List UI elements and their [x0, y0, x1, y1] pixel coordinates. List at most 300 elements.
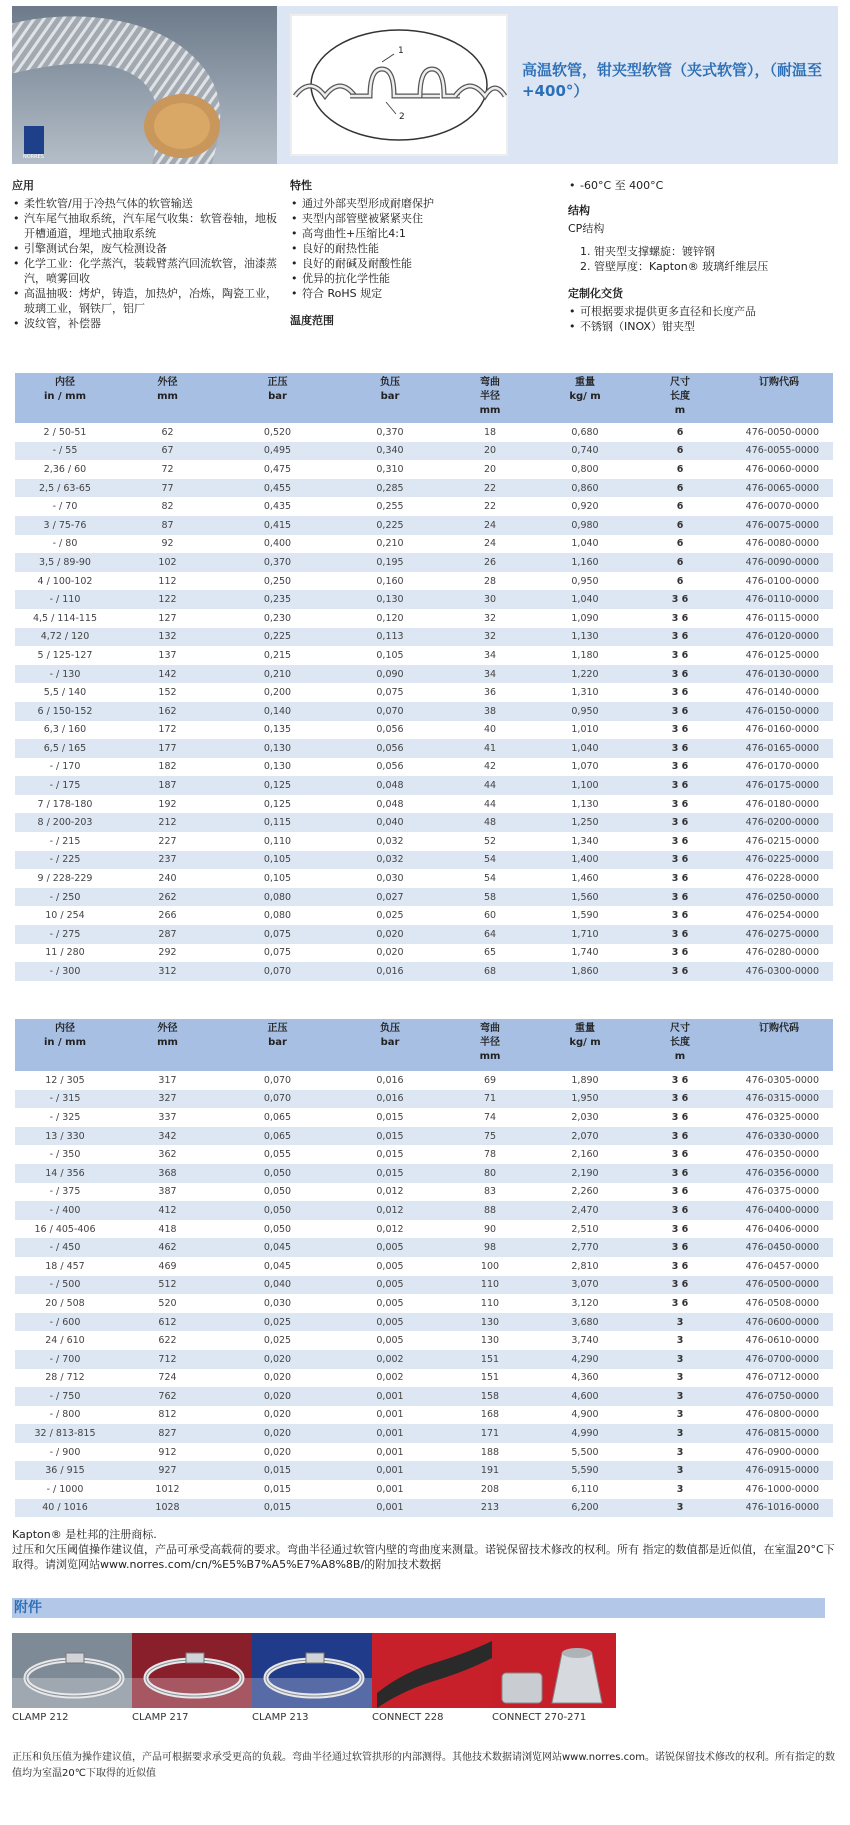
table-cell: 6,3 / 160: [43, 724, 87, 736]
table-cell: 1,090: [571, 612, 599, 624]
table-cell: 476-0350-0000: [745, 1149, 819, 1161]
table-row: [15, 795, 833, 814]
column-header-line: 长度: [670, 391, 690, 402]
table-cell: 476-0915-0000: [725, 1461, 833, 1480]
custom-list: [568, 304, 838, 334]
table-cell: 40: [483, 724, 497, 736]
table-row: [15, 516, 833, 535]
table-cell: 0,020: [376, 947, 404, 959]
table-cell: 40 / 1016: [15, 1499, 115, 1518]
table-cell: 0,075: [263, 947, 292, 959]
table-cell: 24: [483, 538, 497, 550]
table-cell: 3 6: [671, 687, 689, 699]
table-cell: 7 / 178-180: [37, 798, 93, 810]
table-cell: 0,065: [220, 1127, 335, 1146]
table-cell: 151: [445, 1350, 535, 1369]
accessory-image: [252, 1633, 376, 1708]
table-cell: - / 375: [49, 1186, 81, 1198]
table-cell: 612: [115, 1313, 220, 1332]
table-cell: 1,860: [535, 962, 635, 981]
table-cell: 724: [158, 1372, 177, 1384]
column-header-line: mm: [479, 1051, 501, 1062]
table-cell: 34: [445, 665, 535, 684]
table-row: [15, 832, 833, 851]
table-cell: 4,360: [571, 1372, 599, 1384]
table-cell: 0,056: [376, 761, 404, 773]
table-cell: 0,090: [335, 665, 445, 684]
table-cell: - / 1000: [46, 1483, 84, 1495]
table-cell: 327: [115, 1090, 220, 1109]
table-cell: 0,027: [335, 888, 445, 907]
table-cell: 292: [158, 947, 177, 959]
table-row: [15, 1313, 833, 1332]
table-row: [15, 1127, 833, 1146]
table-cell: 476-0225-0000: [725, 851, 833, 870]
table-row: [15, 479, 833, 498]
table-cell: 4,600: [535, 1387, 635, 1406]
table-cell: 0,215: [263, 649, 292, 661]
accessory-image: [372, 1633, 496, 1708]
table-row: [15, 1331, 833, 1350]
table-cell: 3: [635, 1499, 725, 1518]
table-cell: 3 6: [635, 1201, 725, 1220]
table-cell: 1,040: [535, 590, 635, 609]
hose-photo: [12, 6, 277, 164]
table-cell: 266: [158, 910, 177, 922]
column-header: [635, 373, 725, 423]
list-item: 1. 钳夹型支撑螺旋：镀锌钢: [580, 245, 715, 258]
table-cell: 0,455: [220, 479, 335, 498]
list-item: • 不锈钢（INOX）钳夹型: [568, 319, 838, 334]
table-cell: 1,460: [571, 873, 599, 885]
list-item: • 符合 RoHS 规定: [290, 286, 560, 301]
table-cell: - / 700: [15, 1350, 115, 1369]
list-item: • 波纹管，补偿器: [12, 316, 280, 331]
table-row: [15, 1220, 833, 1239]
table-cell: 1028: [115, 1499, 220, 1518]
diagram-label-2: 2: [399, 112, 405, 122]
table-cell: 110: [480, 1297, 500, 1309]
table-cell: 0,435: [263, 501, 292, 513]
table-cell: 0,015: [335, 1164, 445, 1183]
table-cell: 18: [483, 426, 497, 438]
table-cell: 0,020: [220, 1350, 335, 1369]
table-cell: 1,010: [571, 724, 599, 736]
table-cell: 0,210: [220, 665, 335, 684]
table-cell: 476-0356-0000: [725, 1164, 833, 1183]
table-cell: 0,002: [376, 1372, 404, 1384]
table-row: [15, 1108, 833, 1127]
table-cell: 48: [445, 813, 535, 832]
table-cell: 1012: [155, 1483, 180, 1495]
table-cell: 2,030: [571, 1111, 599, 1123]
table-cell: 3 6: [671, 1074, 689, 1086]
table-cell: 2 / 50-51: [43, 426, 87, 438]
table-cell: 1,040: [535, 739, 635, 758]
table-row: [15, 962, 833, 981]
table-cell: 188: [480, 1446, 500, 1458]
table-cell: 62: [161, 426, 174, 438]
column-header-line: kg/ m: [569, 391, 601, 402]
accessory-label: CONNECT 270-271: [492, 1712, 587, 1723]
table-row: [15, 1387, 833, 1406]
table-cell: 3 6: [671, 1186, 689, 1198]
table-cell: 476-0075-0000: [725, 516, 833, 535]
table-cell: 2,36 / 60: [43, 463, 87, 475]
table-cell: 827: [115, 1424, 220, 1443]
table-cell: 3 6: [635, 590, 725, 609]
table-cell: 3 6: [635, 665, 725, 684]
table-cell: 3 6: [635, 925, 725, 944]
table-cell: 1,250: [535, 813, 635, 832]
table-cell: 44: [483, 798, 497, 810]
table-cell: 32: [483, 612, 497, 624]
table-cell: 0,195: [335, 553, 445, 572]
table-cell: 476-0140-0000: [745, 687, 819, 699]
table-cell: 1,160: [535, 553, 635, 572]
table-cell: - / 55: [15, 442, 115, 461]
table-cell: 1,400: [535, 851, 635, 870]
table-cell: 60: [483, 910, 497, 922]
table-cell: 462: [115, 1238, 220, 1257]
table-cell: 0,005: [335, 1276, 445, 1295]
accessory-image: [12, 1633, 136, 1708]
table-row: [15, 1294, 833, 1313]
table-cell: 2,260: [571, 1186, 599, 1198]
table-cell: 0,250: [263, 575, 292, 587]
column-header-line: 正压: [267, 1023, 288, 1034]
table-cell: 6: [676, 501, 684, 513]
table-cell: 476-0712-0000: [745, 1372, 819, 1384]
table-cell: 187: [115, 776, 220, 795]
table-cell: 110: [445, 1276, 535, 1295]
table-cell: 1,740: [571, 947, 599, 959]
table-cell: - / 350: [49, 1149, 81, 1161]
table-cell: 71: [445, 1090, 535, 1109]
table-cell: 0,125: [263, 798, 292, 810]
table-row: [15, 442, 833, 461]
table-cell: 54: [483, 873, 497, 885]
table-row: [15, 665, 833, 684]
table-cell: 3 6: [671, 873, 689, 885]
table-cell: 3 6: [635, 1164, 725, 1183]
table-cell: 0,020: [220, 1387, 335, 1406]
table-cell: 3 / 75-76: [15, 516, 115, 535]
column-header-line: 负压: [380, 1023, 400, 1034]
table-cell: - / 130: [15, 665, 115, 684]
table-cell: 0,800: [571, 463, 599, 475]
table-cell: 0,032: [376, 835, 404, 847]
table-cell: 212: [115, 813, 220, 832]
table-cell: 12 / 305: [45, 1074, 85, 1086]
table-cell: 476-0090-0000: [725, 553, 833, 572]
table-row: [15, 888, 833, 907]
table-cell: 1,100: [535, 776, 635, 795]
table-cell: 0,045: [263, 1260, 292, 1272]
table-cell: 0,400: [263, 538, 292, 550]
table-cell: 3: [635, 1350, 725, 1369]
table-cell: 100: [480, 1260, 500, 1272]
table-row: [15, 646, 833, 665]
table-cell: 0,140: [220, 702, 335, 721]
table-cell: 5,590: [535, 1461, 635, 1480]
table-cell: 3,5 / 89-90: [15, 553, 115, 572]
table-row: [15, 906, 833, 925]
table-cell: 0,230: [263, 612, 292, 624]
table-cell: 0,075: [220, 925, 335, 944]
table-row: [15, 1145, 833, 1164]
table-cell: 0,002: [335, 1350, 445, 1369]
accessories-heading: 附件: [12, 1598, 825, 1618]
table-cell: 476-0060-0000: [745, 463, 819, 475]
column-header: [335, 1019, 445, 1071]
table-cell: 1,590: [571, 910, 599, 922]
list-item: • 高温抽吸：烤炉，铸造，加热炉，冶炼，陶瓷工业，玻璃工业，钢铁厂，铝厂: [12, 286, 280, 316]
table-cell: - / 175: [15, 776, 115, 795]
table-cell: 476-0450-0000: [725, 1238, 833, 1257]
table-cell: 3: [635, 1313, 725, 1332]
structure-heading: 结构: [568, 204, 590, 217]
cross-section-diagram: [290, 14, 508, 156]
column-header: [445, 1019, 535, 1071]
table-cell: 0,048: [376, 798, 404, 810]
table-cell: - / 450: [15, 1238, 115, 1257]
table-cell: 3 6: [671, 1297, 689, 1309]
table-cell: 0,050: [220, 1164, 335, 1183]
table-cell: 0,225: [335, 516, 445, 535]
table-cell: 6: [635, 553, 725, 572]
column-header-line: 正压: [267, 377, 288, 388]
table-row: [15, 423, 833, 442]
table-cell: 476-0070-0000: [745, 501, 819, 513]
column-header: [445, 373, 535, 423]
list-item: • 汽车尾气抽取系统，汽车尾气收集：软管卷轴，地板开槽通道，埋地式抽取系统: [12, 211, 280, 241]
table-row: [15, 553, 833, 572]
table-cell: 98: [445, 1238, 535, 1257]
list-item: 2. 管壁厚度：Kapton® 玻璃纤维层压: [580, 260, 769, 273]
table-cell: 912: [158, 1446, 177, 1458]
table-cell: 20: [483, 463, 497, 475]
table-row: [15, 851, 833, 870]
table-cell: 622: [158, 1335, 177, 1347]
table-cell: 476-1000-0000: [745, 1483, 819, 1495]
table-cell: 0,415: [220, 516, 335, 535]
table-cell: 0,015: [220, 1461, 335, 1480]
table-cell: 130: [445, 1313, 535, 1332]
table-cell: 0,048: [335, 776, 445, 795]
table-cell: 0,740: [535, 442, 635, 461]
table-row: [15, 869, 833, 888]
table-cell: 3 6: [635, 1090, 725, 1109]
table-cell: 0,025: [376, 910, 404, 922]
table-cell: 476-0457-0000: [745, 1260, 819, 1272]
table-cell: 24 / 610: [45, 1335, 85, 1347]
table-row: [15, 1201, 833, 1220]
table-cell: 0,015: [220, 1499, 335, 1518]
table-cell: 3 6: [635, 962, 725, 981]
table-cell: 0,025: [220, 1313, 335, 1332]
table-cell: 14 / 356: [15, 1164, 115, 1183]
table-cell: 0,105: [220, 851, 335, 870]
table-cell: 0,020: [263, 1372, 292, 1384]
table-cell: 192: [158, 798, 177, 810]
table-row: [15, 1443, 833, 1462]
diagram-label-1: 1: [398, 46, 404, 56]
table-cell: 127: [158, 612, 177, 624]
table-cell: 0,050: [263, 1223, 292, 1235]
table-cell: 20: [445, 442, 535, 461]
characteristics-section: [290, 178, 560, 331]
table-cell: - / 275: [15, 925, 115, 944]
column-header-line: mm: [157, 391, 178, 402]
list-item: • 通过外部夹型形成耐磨保护: [290, 196, 560, 211]
table-cell: 762: [115, 1387, 220, 1406]
table-cell: 0,080: [263, 910, 292, 922]
list-item: • 引擎测试台架，废气检测设备: [12, 241, 280, 256]
column-header-line: 弯曲: [480, 377, 500, 388]
table-cell: 0,110: [263, 835, 292, 847]
table-cell: 6: [635, 516, 725, 535]
table-row: [15, 497, 833, 516]
table-cell: 3: [635, 1424, 725, 1443]
table-cell: 6 / 150-152: [15, 702, 115, 721]
table-cell: 88: [445, 1201, 535, 1220]
table-cell: 3 6: [635, 851, 725, 870]
table-cell: 38: [445, 702, 535, 721]
table-cell: 92: [161, 538, 174, 550]
column-header-line: 订购代码: [759, 377, 799, 388]
table-cell: 158: [445, 1387, 535, 1406]
column-header: [725, 373, 833, 423]
table-cell: 476-0215-0000: [745, 835, 819, 847]
table-cell: 3 6: [635, 813, 725, 832]
column-header-line: 内径: [55, 377, 75, 388]
accessory-image: [492, 1633, 616, 1708]
table-cell: - / 300: [15, 962, 115, 981]
table-cell: 4,5 / 114-115: [32, 612, 98, 624]
table-cell: 0,105: [263, 873, 292, 885]
table-row: [15, 1499, 833, 1518]
table-row: [15, 776, 833, 795]
table-cell: 11 / 280: [45, 947, 85, 959]
table-cell: 0,495: [220, 442, 335, 461]
table-cell: 28: [483, 575, 497, 587]
table-cell: 476-0305-0000: [745, 1074, 819, 1086]
table-cell: 476-0200-0000: [725, 813, 833, 832]
table-cell: 1,890: [571, 1074, 599, 1086]
table-row: [15, 1461, 833, 1480]
table-cell: 520: [158, 1297, 177, 1309]
table-row: [15, 590, 833, 609]
table-cell: 77: [115, 479, 220, 498]
table-cell: 5,5 / 140: [43, 687, 87, 699]
table-cell: 0,075: [376, 687, 404, 699]
table-cell: 3 6: [671, 649, 689, 661]
table-cell: 0,860: [535, 479, 635, 498]
table-cell: 177: [115, 739, 220, 758]
table-cell: 476-0055-0000: [725, 442, 833, 461]
table-cell: 469: [158, 1260, 177, 1272]
column-header: [535, 373, 635, 423]
table-cell: 476-0508-0000: [745, 1297, 819, 1309]
table-cell: 1,180: [571, 649, 599, 661]
table-cell: 240: [158, 873, 177, 885]
table-row: [15, 1238, 833, 1257]
table-cell: 476-0610-0000: [745, 1335, 819, 1347]
table-cell: 90: [483, 1223, 497, 1235]
table-cell: 0,012: [376, 1186, 404, 1198]
table-row: [15, 944, 833, 963]
table-cell: 2,470: [535, 1201, 635, 1220]
table-cell: 1,130: [571, 798, 599, 810]
list-item: • 化学工业：化学蒸汽，装载臂蒸汽回流软管，油漆蒸汽，喷雾回收: [12, 256, 280, 286]
table-cell: 0,680: [571, 426, 599, 438]
table-cell: 0,015: [335, 1127, 445, 1146]
table-cell: 476-0115-0000: [745, 612, 819, 624]
table-cell: 0,015: [263, 1483, 292, 1495]
table-cell: 0,130: [335, 590, 445, 609]
table-row: [15, 1276, 833, 1295]
table-cell: 3 6: [635, 702, 725, 721]
table-cell: 0,210: [376, 538, 404, 550]
table-cell: 6: [635, 479, 725, 498]
table-cell: 0,310: [376, 463, 404, 475]
table-cell: 137: [158, 649, 177, 661]
table-cell: 368: [115, 1164, 220, 1183]
table-cell: 362: [158, 1149, 177, 1161]
column-header-line: 外径: [157, 377, 178, 388]
characteristics-list: [290, 196, 560, 301]
table-cell: 476-0315-0000: [725, 1090, 833, 1109]
table-cell: 0,200: [263, 687, 292, 699]
table-cell: 0,255: [376, 501, 404, 513]
table-cell: 5,500: [571, 1446, 599, 1458]
table-cell: 0,020: [220, 1424, 335, 1443]
table-cell: 0,040: [220, 1276, 335, 1295]
table-cell: 0,056: [335, 739, 445, 758]
list-item: • 夹型内部管壁被紧紧夹住: [290, 211, 560, 226]
table-cell: 42: [483, 761, 497, 773]
table-cell: 476-0050-0000: [745, 426, 819, 438]
column-header: [15, 373, 115, 423]
table-cell: 1,070: [571, 761, 599, 773]
table-cell: 0,475: [263, 463, 292, 475]
table-cell: - / 170: [49, 761, 81, 773]
table-cell: 3,120: [571, 1297, 599, 1309]
table-cell: 0,001: [376, 1409, 404, 1421]
table-cell: 0,016: [376, 1074, 404, 1086]
table-cell: 102: [115, 553, 220, 572]
table-cell: 68: [445, 962, 535, 981]
table-cell: 3: [676, 1446, 684, 1458]
column-header-line: 外径: [157, 1023, 178, 1034]
table-cell: 237: [115, 851, 220, 870]
table-cell: 712: [115, 1350, 220, 1369]
table-row: [15, 1164, 833, 1183]
table-cell: 0,015: [376, 1149, 404, 1161]
table-cell: 476-0065-0000: [725, 479, 833, 498]
right-section: [568, 178, 838, 334]
table-cell: 10 / 254: [45, 910, 85, 922]
accessory-label: CLAMP 212: [12, 1712, 69, 1723]
table-header-row: [15, 373, 833, 423]
table-cell: 9 / 228-229: [37, 873, 93, 885]
table-row: [15, 609, 833, 628]
characteristics-heading: 特性: [290, 179, 312, 192]
table-cell: 0,001: [335, 1387, 445, 1406]
table-cell: 0,130: [263, 761, 292, 773]
technical-note: 过压和欠压阈值操作建议值，产品可承受高载荷的要求。弯曲半径通过软管内壁的弯曲度来测量。诺锐保留技术修改的权利。所有 指定的数值都是近似值，在室温20°C下取得。请浏览网站www.norres.com/cn/%E5%B7%A5%E7%A8%8B/的附加技术数据: [12, 1543, 835, 1571]
